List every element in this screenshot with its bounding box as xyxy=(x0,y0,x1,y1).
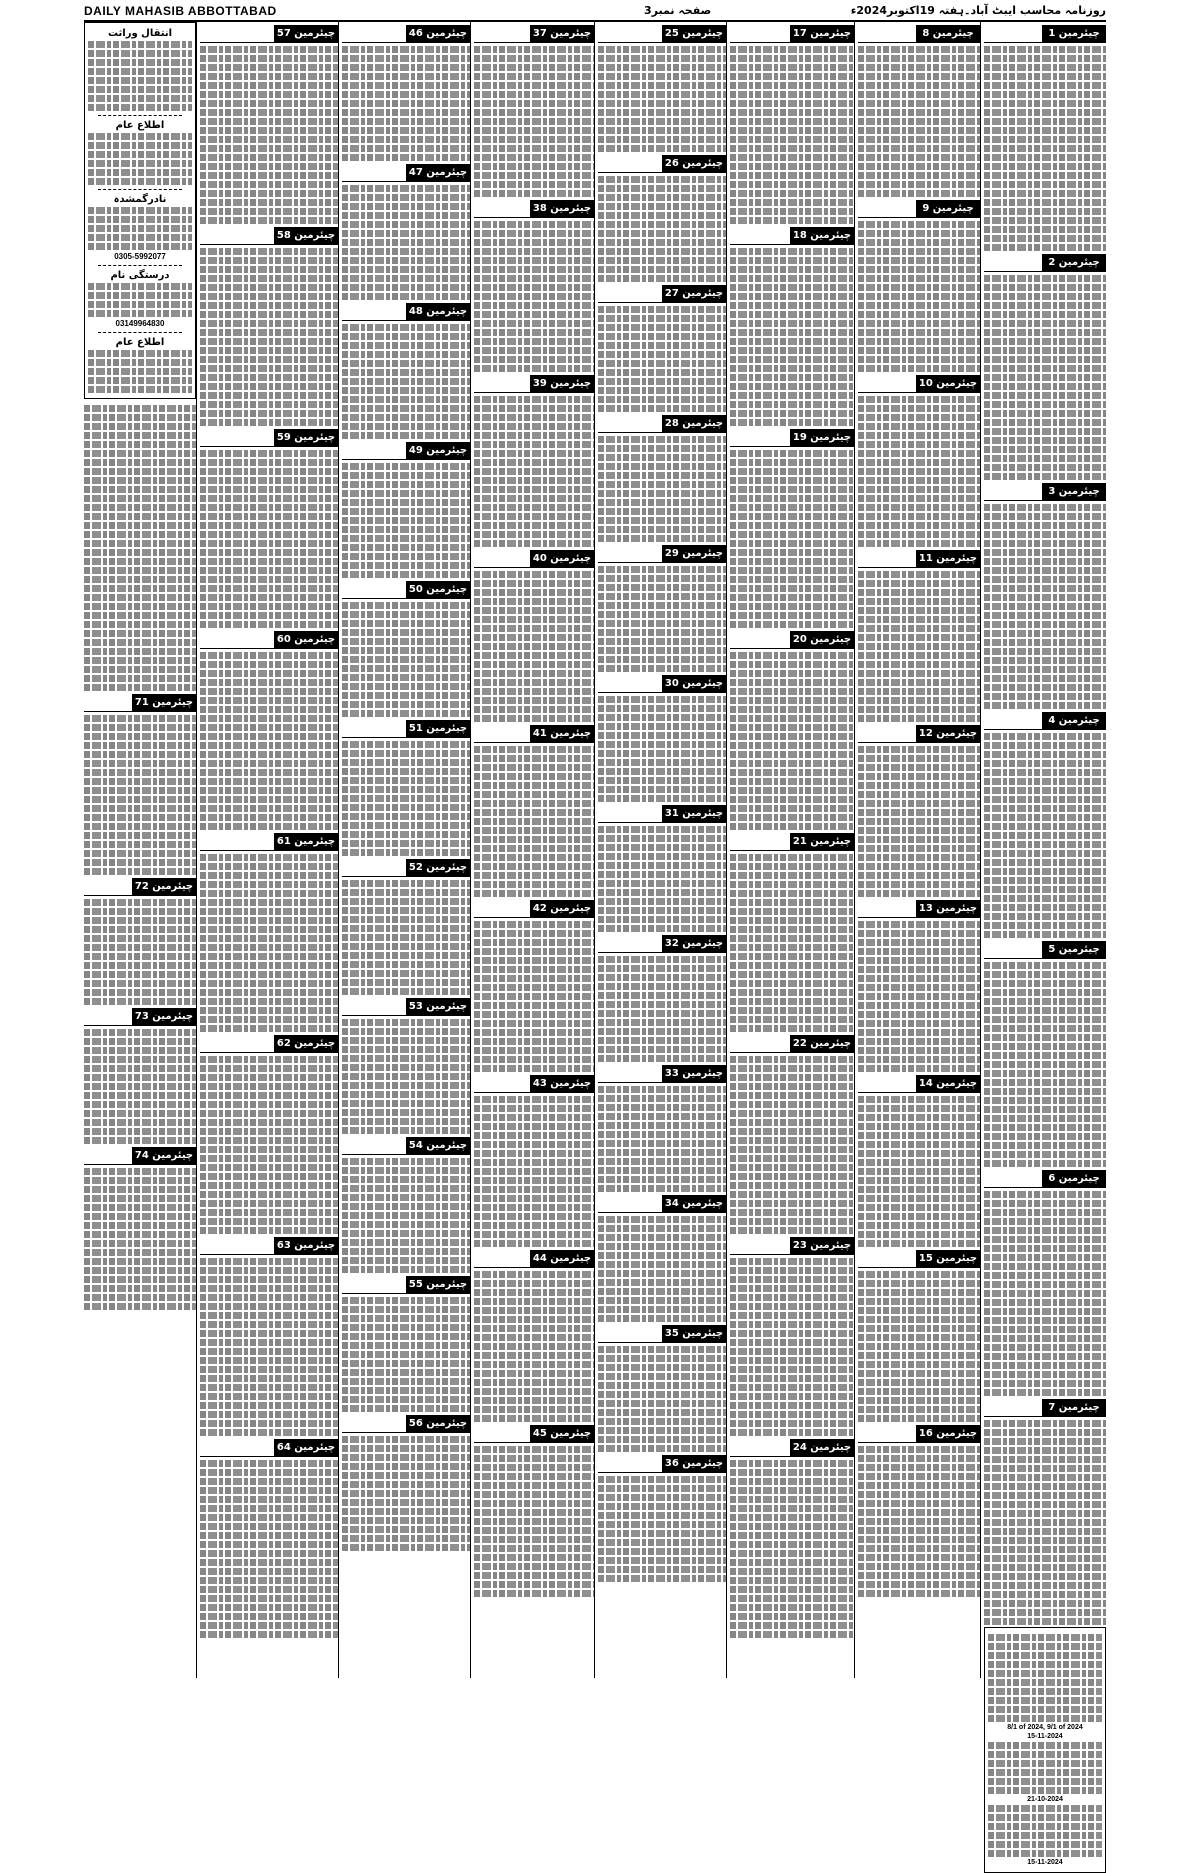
notice-heading: چیئرمین 34 xyxy=(598,1195,726,1213)
notice-heading: چیئرمین 26 xyxy=(598,155,726,173)
article-text xyxy=(200,450,338,628)
article-text xyxy=(598,176,726,282)
notice-heading: چیئرمین 56 xyxy=(342,1415,470,1433)
article-text xyxy=(84,1168,196,1310)
article-text xyxy=(474,46,594,197)
article-text xyxy=(84,715,196,875)
article-text xyxy=(200,248,338,426)
article-text xyxy=(342,1158,470,1273)
article-text xyxy=(984,733,1106,938)
notice-heading: چیئرمین 18 xyxy=(730,227,854,245)
notice-title: درستگی نام xyxy=(110,270,170,281)
article-text xyxy=(598,1086,726,1192)
article-text xyxy=(474,221,594,372)
article-text xyxy=(598,696,726,802)
notice-heading: چیئرمین 29 xyxy=(598,545,726,563)
article-text xyxy=(598,306,726,412)
notice-heading: چیئرمین 63 xyxy=(200,1237,338,1255)
notice-heading: چیئرمین 2 xyxy=(984,254,1106,272)
article-text xyxy=(200,1258,338,1436)
notice-heading: چیئرمین 7 xyxy=(984,1399,1106,1417)
notice-heading: چیئرمین 12 xyxy=(858,725,980,743)
article-text xyxy=(598,956,726,1062)
notice-heading: چیئرمین 6 xyxy=(984,1170,1106,1188)
notices-box xyxy=(84,22,196,399)
notice-heading: چیئرمین 22 xyxy=(730,1035,854,1053)
article-text xyxy=(984,275,1106,480)
article-text xyxy=(342,880,470,995)
article-text xyxy=(984,962,1106,1167)
notice-heading: چیئرمین 38 xyxy=(474,200,594,218)
notice-heading: چیئرمین 51 xyxy=(342,720,470,738)
notice-heading: چیئرمین 35 xyxy=(598,1325,726,1343)
article-text xyxy=(598,1476,726,1582)
notice-text xyxy=(88,283,192,317)
notice-heading: چیئرمین 17 xyxy=(730,25,854,43)
article-text xyxy=(200,1056,338,1234)
notice-heading: چیئرمین 41 xyxy=(474,725,594,743)
article-text xyxy=(858,746,980,897)
article-text xyxy=(474,1096,594,1247)
article-text xyxy=(984,504,1106,709)
notice-heading: چیئرمین 46 xyxy=(342,25,470,43)
article-text xyxy=(858,1096,980,1247)
article-text xyxy=(474,396,594,547)
article-text xyxy=(474,1446,594,1597)
notice-heading: چیئرمین 36 xyxy=(598,1455,726,1473)
paper-name: DAILY MAHASIB ABBOTTABAD xyxy=(84,4,277,18)
article-text xyxy=(730,854,854,1032)
article-text xyxy=(730,652,854,830)
dateline: روزنامہ محاسب ایبٹ آباد۔ہفتہ 19اکتوبر2024ء xyxy=(850,4,1106,17)
article-text xyxy=(730,1460,854,1638)
article-text xyxy=(342,463,470,578)
notice-heading: چیئرمین 32 xyxy=(598,935,726,953)
article-text xyxy=(342,324,470,439)
notice-heading: چیئرمین 28 xyxy=(598,415,726,433)
notice-heading: چیئرمین 3 xyxy=(984,483,1106,501)
notice-heading: چیئرمین 61 xyxy=(200,833,338,851)
article-text xyxy=(730,1056,854,1234)
masthead xyxy=(84,4,1106,22)
article-text xyxy=(200,854,338,1032)
notice-heading: چیئرمین 47 xyxy=(342,164,470,182)
article-text xyxy=(984,1191,1106,1396)
article-text xyxy=(858,571,980,722)
notice-heading: چیئرمین 58 xyxy=(200,227,338,245)
notice-heading: چیئرمین 72 xyxy=(84,878,196,896)
notice-heading: چیئرمین 8 xyxy=(858,25,980,43)
article-text xyxy=(598,46,726,152)
column-2 xyxy=(342,22,471,1678)
hearing-date: 15-11-2024 xyxy=(1027,1733,1063,1740)
case-ref: 8/1 of 2024, 9/1 of 2024 xyxy=(1007,1724,1083,1731)
notice-title: نادرگمشدہ xyxy=(113,194,167,205)
article-text xyxy=(730,46,854,224)
article-text xyxy=(84,899,196,1005)
column-4 xyxy=(598,22,727,1678)
notice-heading: چیئرمین 54 xyxy=(342,1137,470,1155)
article-text xyxy=(598,1346,726,1452)
notice-heading: چیئرمین 39 xyxy=(474,375,594,393)
notice-heading: چیئرمین 64 xyxy=(200,1439,338,1457)
notice-heading: چیئرمین 19 xyxy=(730,429,854,447)
hearing-date: 15-11-2024 xyxy=(1027,1859,1063,1866)
column-1 xyxy=(200,22,339,1678)
page-label: صفحہ نمبر3 xyxy=(644,4,712,17)
article-text xyxy=(598,436,726,542)
article-text xyxy=(84,1029,196,1144)
notice-heading: چیئرمین 13 xyxy=(858,900,980,918)
notice-title: انتقال وراثت xyxy=(107,28,173,39)
notice-heading: چیئرمین 73 xyxy=(84,1008,196,1026)
notice-heading: چیئرمین 42 xyxy=(474,900,594,918)
article-text xyxy=(474,1271,594,1422)
notice-heading: چیئرمین 5 xyxy=(984,941,1106,959)
notice-text xyxy=(88,350,192,393)
article-text xyxy=(858,1271,980,1422)
notice-text xyxy=(88,133,192,185)
article-text xyxy=(200,46,338,224)
article-text xyxy=(342,602,470,717)
notice-heading: چیئرمین 37 xyxy=(474,25,594,43)
notice-heading: چیئرمین 53 xyxy=(342,998,470,1016)
notice-title: اطلاع عام xyxy=(115,337,165,348)
notice-heading: چیئرمین 50 xyxy=(342,581,470,599)
article-text xyxy=(342,46,470,161)
article-text xyxy=(730,450,854,628)
notice-title: اطلاع عام xyxy=(115,120,165,131)
column-7 xyxy=(984,22,1106,1866)
article-text xyxy=(984,46,1106,251)
article-text xyxy=(474,746,594,897)
notice-heading: چیئرمین 49 xyxy=(342,442,470,460)
notice-heading: چیئرمین 52 xyxy=(342,859,470,877)
notice-heading: چیئرمین 10 xyxy=(858,375,980,393)
article-text xyxy=(474,571,594,722)
notice-heading: چیئرمین 14 xyxy=(858,1075,980,1093)
notice-heading: چیئرمین 16 xyxy=(858,1425,980,1443)
notice-heading: چیئرمین 43 xyxy=(474,1075,594,1093)
notice-heading: چیئرمین 62 xyxy=(200,1035,338,1053)
article-text xyxy=(342,1019,470,1134)
notice-heading: چیئرمین 40 xyxy=(474,550,594,568)
article-text xyxy=(858,221,980,372)
notice-text xyxy=(88,41,192,111)
article-text xyxy=(730,248,854,426)
article-text xyxy=(598,826,726,932)
article-text xyxy=(342,1436,470,1551)
notice-heading: چیئرمین 20 xyxy=(730,631,854,649)
article-text xyxy=(598,1216,726,1322)
phone-number: 03149964830 xyxy=(115,319,165,328)
notice-heading: چیئرمین 4 xyxy=(984,712,1106,730)
notice-heading: چیئرمین 55 xyxy=(342,1276,470,1294)
notice-heading: چیئرمین 15 xyxy=(858,1250,980,1268)
notice-heading: چیئرمین 48 xyxy=(342,303,470,321)
notice-heading: چیئرمین 24 xyxy=(730,1439,854,1457)
hearing-date: 21-10-2024 xyxy=(1027,1796,1063,1803)
column-far-left xyxy=(84,22,197,1678)
notice-heading: چیئرمین 11 xyxy=(858,550,980,568)
notice-heading: چیئرمین 74 xyxy=(84,1147,196,1165)
notice-heading: چیئرمین 30 xyxy=(598,675,726,693)
court-notice xyxy=(984,1627,1106,1873)
column-6 xyxy=(858,22,981,1678)
article-text xyxy=(342,1297,470,1412)
notice-text xyxy=(88,207,192,250)
notice-heading: چیئرمین 27 xyxy=(598,285,726,303)
article-text xyxy=(200,1460,338,1638)
article-text xyxy=(474,921,594,1072)
article-text xyxy=(200,652,338,830)
article-text xyxy=(858,396,980,547)
phone-number: 0305-5992077 xyxy=(114,252,166,261)
notice-heading: چیئرمین 59 xyxy=(200,429,338,447)
notice-heading: چیئرمین 57 xyxy=(200,25,338,43)
notice-heading: چیئرمین 33 xyxy=(598,1065,726,1083)
notice-heading: چیئرمین 25 xyxy=(598,25,726,43)
article-text xyxy=(730,1258,854,1436)
notice-heading: چیئرمین 21 xyxy=(730,833,854,851)
article-text xyxy=(342,185,470,300)
notice-heading: چیئرمین 1 xyxy=(984,25,1106,43)
notice-heading: چیئرمین 9 xyxy=(858,200,980,218)
notice-heading: چیئرمین 45 xyxy=(474,1425,594,1443)
notice-heading: چیئرمین 23 xyxy=(730,1237,854,1255)
article-text xyxy=(342,741,470,856)
column-3 xyxy=(474,22,595,1678)
article-text xyxy=(84,405,196,691)
notice-heading: چیئرمین 71 xyxy=(84,694,196,712)
article-text xyxy=(858,921,980,1072)
article-text xyxy=(984,1420,1106,1625)
notice-heading: چیئرمین 31 xyxy=(598,805,726,823)
notice-heading: چیئرمین 44 xyxy=(474,1250,594,1268)
column-5 xyxy=(730,22,855,1678)
article-text xyxy=(858,1446,980,1597)
notice-heading: چیئرمین 60 xyxy=(200,631,338,649)
article-text xyxy=(598,566,726,672)
article-text xyxy=(858,46,980,197)
